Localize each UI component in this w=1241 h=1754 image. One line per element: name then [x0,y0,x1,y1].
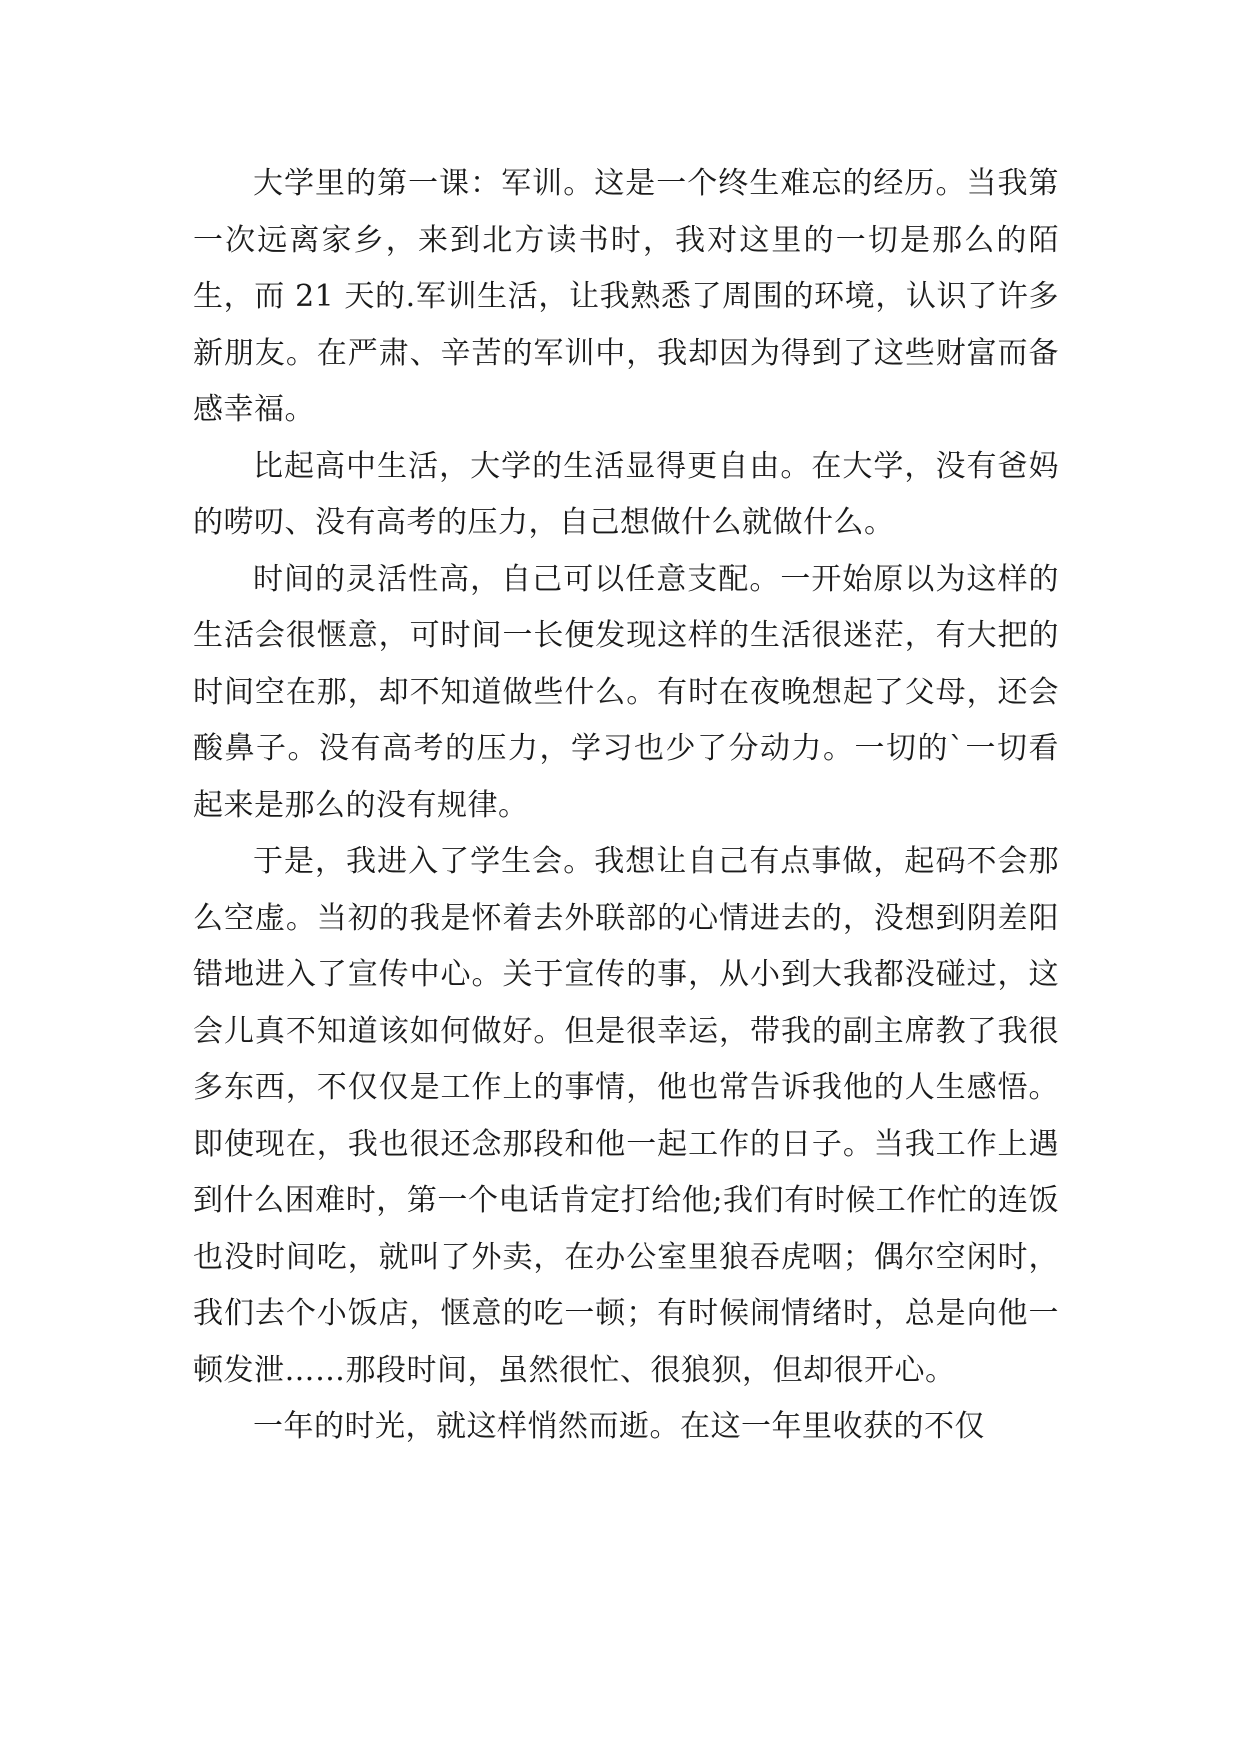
document-body [193,156,1059,1456]
paragraph: 一年的时光，就这样悄然而逝。在这一年里收获的不仅 [253,1409,985,1444]
paragraph: 大学里的第一课：军训。这是一个终生难忘的经历。当我第一次远离家乡，来到北方读书时，我对这里的一切是那么的陌生，而 21 天的.军训生活，让我熟悉了周围的环境，认识了许多新朋友。在严肃、辛苦的军训中，我却因为得到了这些财富而备感幸福。 [193,166,1059,427]
paragraph: 时间的灵活性高，自己可以任意支配。一开始原以为这样的生活会很惬意，可时间一长便发现这样的生活很迷茫，有大把的时间空在那，却不知道做些什么。有时在夜晚想起了父母，还会酸鼻子。没有高考的压力，学习也少了分动力。一切的`一切看起来是那么的没有规律。 [193,561,1059,823]
paragraph: 于是，我进入了学生会。我想让自己有点事做，起码不会那么空虚。当初的我是怀着去外联部的心情进去的，没想到阴差阳错地进入了宣传中心。关于宣传的事，从小到大我都没碰过，这会儿真不知道该如何做好。但是很幸运，带我的副主席教了我很多东西，不仅仅是工作上的事情，他也常告诉我他的人生感悟。即使现在，我也很还念那段和他一起工作的日子。当我工作上遇到什么困难时，第一个电话肯定打给他;我们有时候工作忙的连饭也没时间吃，就叫了外卖，在办公室里狼吞虎咽；偶尔空闲时，我们去个小饭店，惬意的吃一顿；有时候闹情绪时，总是向他一顿发泄……那段时间，虽然很忙、很狼狈，但却很开心。 [193,844,1059,1388]
paragraph: 比起高中生活，大学的生活显得更自由。在大学，没有爸妈的唠叨、没有高考的压力，自己想做什么就做什么。 [193,448,1059,540]
